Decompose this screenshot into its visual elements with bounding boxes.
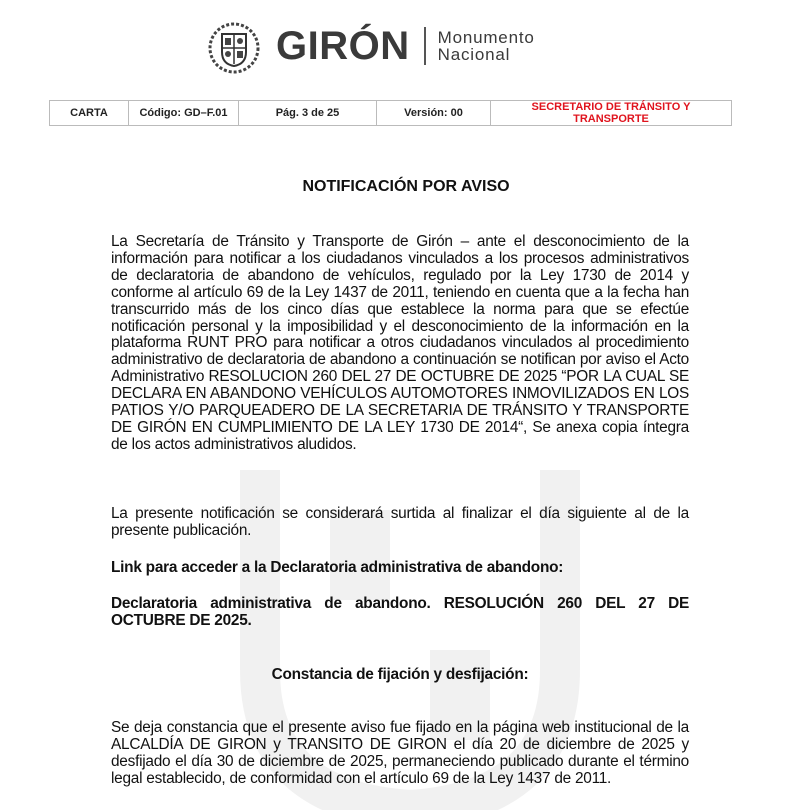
doc-version: Versión: 00 bbox=[377, 101, 491, 126]
doc-page: Pág. 3 de 25 bbox=[239, 101, 377, 126]
page-title: NOTIFICACIÓN POR AVISO bbox=[302, 178, 510, 195]
doc-code: Código: GD–F.01 bbox=[129, 101, 239, 126]
brand-subtitle bbox=[438, 29, 535, 63]
resolution-link[interactable]: Declaratoria administrativa de abandono. RESOLUCIÓN 260 DEL 27 DE OCTUBRE DE 2025. bbox=[111, 595, 689, 629]
doc-type: CARTA bbox=[50, 101, 129, 126]
paragraph-notice: La presente notificación se considerará surtida al finalizar el día siguiente al de la presente publicación. bbox=[111, 505, 689, 539]
link-heading: Link para acceder a la Declaratoria administrativa de abandono: bbox=[111, 559, 564, 576]
doc-office: SECRETARIO DE TRÁNSITO Y TRANSPORTE bbox=[491, 101, 732, 126]
header-logo bbox=[206, 18, 535, 74]
brand-name: GIRÓN bbox=[276, 23, 410, 68]
divider bbox=[424, 27, 426, 65]
subtitle-line: Nacional bbox=[437, 45, 511, 64]
document-meta-table bbox=[49, 100, 732, 126]
paragraph-intro: La Secretaría de Tránsito y Transporte de Girón – ante el desconocimiento de la información para notificar a los ciudadanos vinculados a los procesos administrativos de declaratoria de abandono de vehículos, regulado por la Ley 1730 de 2014 y conforme al artículo 69 de la Ley 1437 de 2011, teniendo en cuenta que a la fecha han transcurrido más de los cinco días que establece la norma para que se efectúe notificación personal y la imposibilidad y el desconocimiento de la información en la plataforma RUNT PRO para notificar a otros ciudadanos vinculados al procedimiento administrativo de declaratoria de abandono a continuación se notifican por aviso el Acto Administrativo RESOLUCION 260 DEL 27 DE OCTUBRE DE 2025 “POR LA CUAL SE DECLARA EN ABANDONO VEHÍCULOS AUTOMOTORES INMOVILIZADOS EN LOS PATIOS Y/O PARQUEADERO DE LA SECRETARIA DE TRÁNSITO Y TRANSPORTE DE GIRÓN EN CUMPLIMIENTO DE LA LEY 1730 DE 2014“, Se anexa copia íntegra de los actos administrativos aludidos. bbox=[111, 233, 689, 453]
coat-of-arms-icon bbox=[206, 18, 262, 74]
paragraph-constancia: Se deja constancia que el presente aviso fue fijado en la página web institucional de la ALCALDÍA DE GIRON y TRANSITO DE GIRON el día 20 de diciembre de 2025 y desfijado el día 30 de diciembre de 2025, permaneciendo publicado durante el término legal establecido, de conformidad con el artículo 69 de la Ley 1437 de 2011. bbox=[111, 719, 689, 787]
subtitle-line: Monumento bbox=[437, 28, 535, 47]
constancia-heading: Constancia de fijación y desfijación: bbox=[271, 666, 529, 683]
